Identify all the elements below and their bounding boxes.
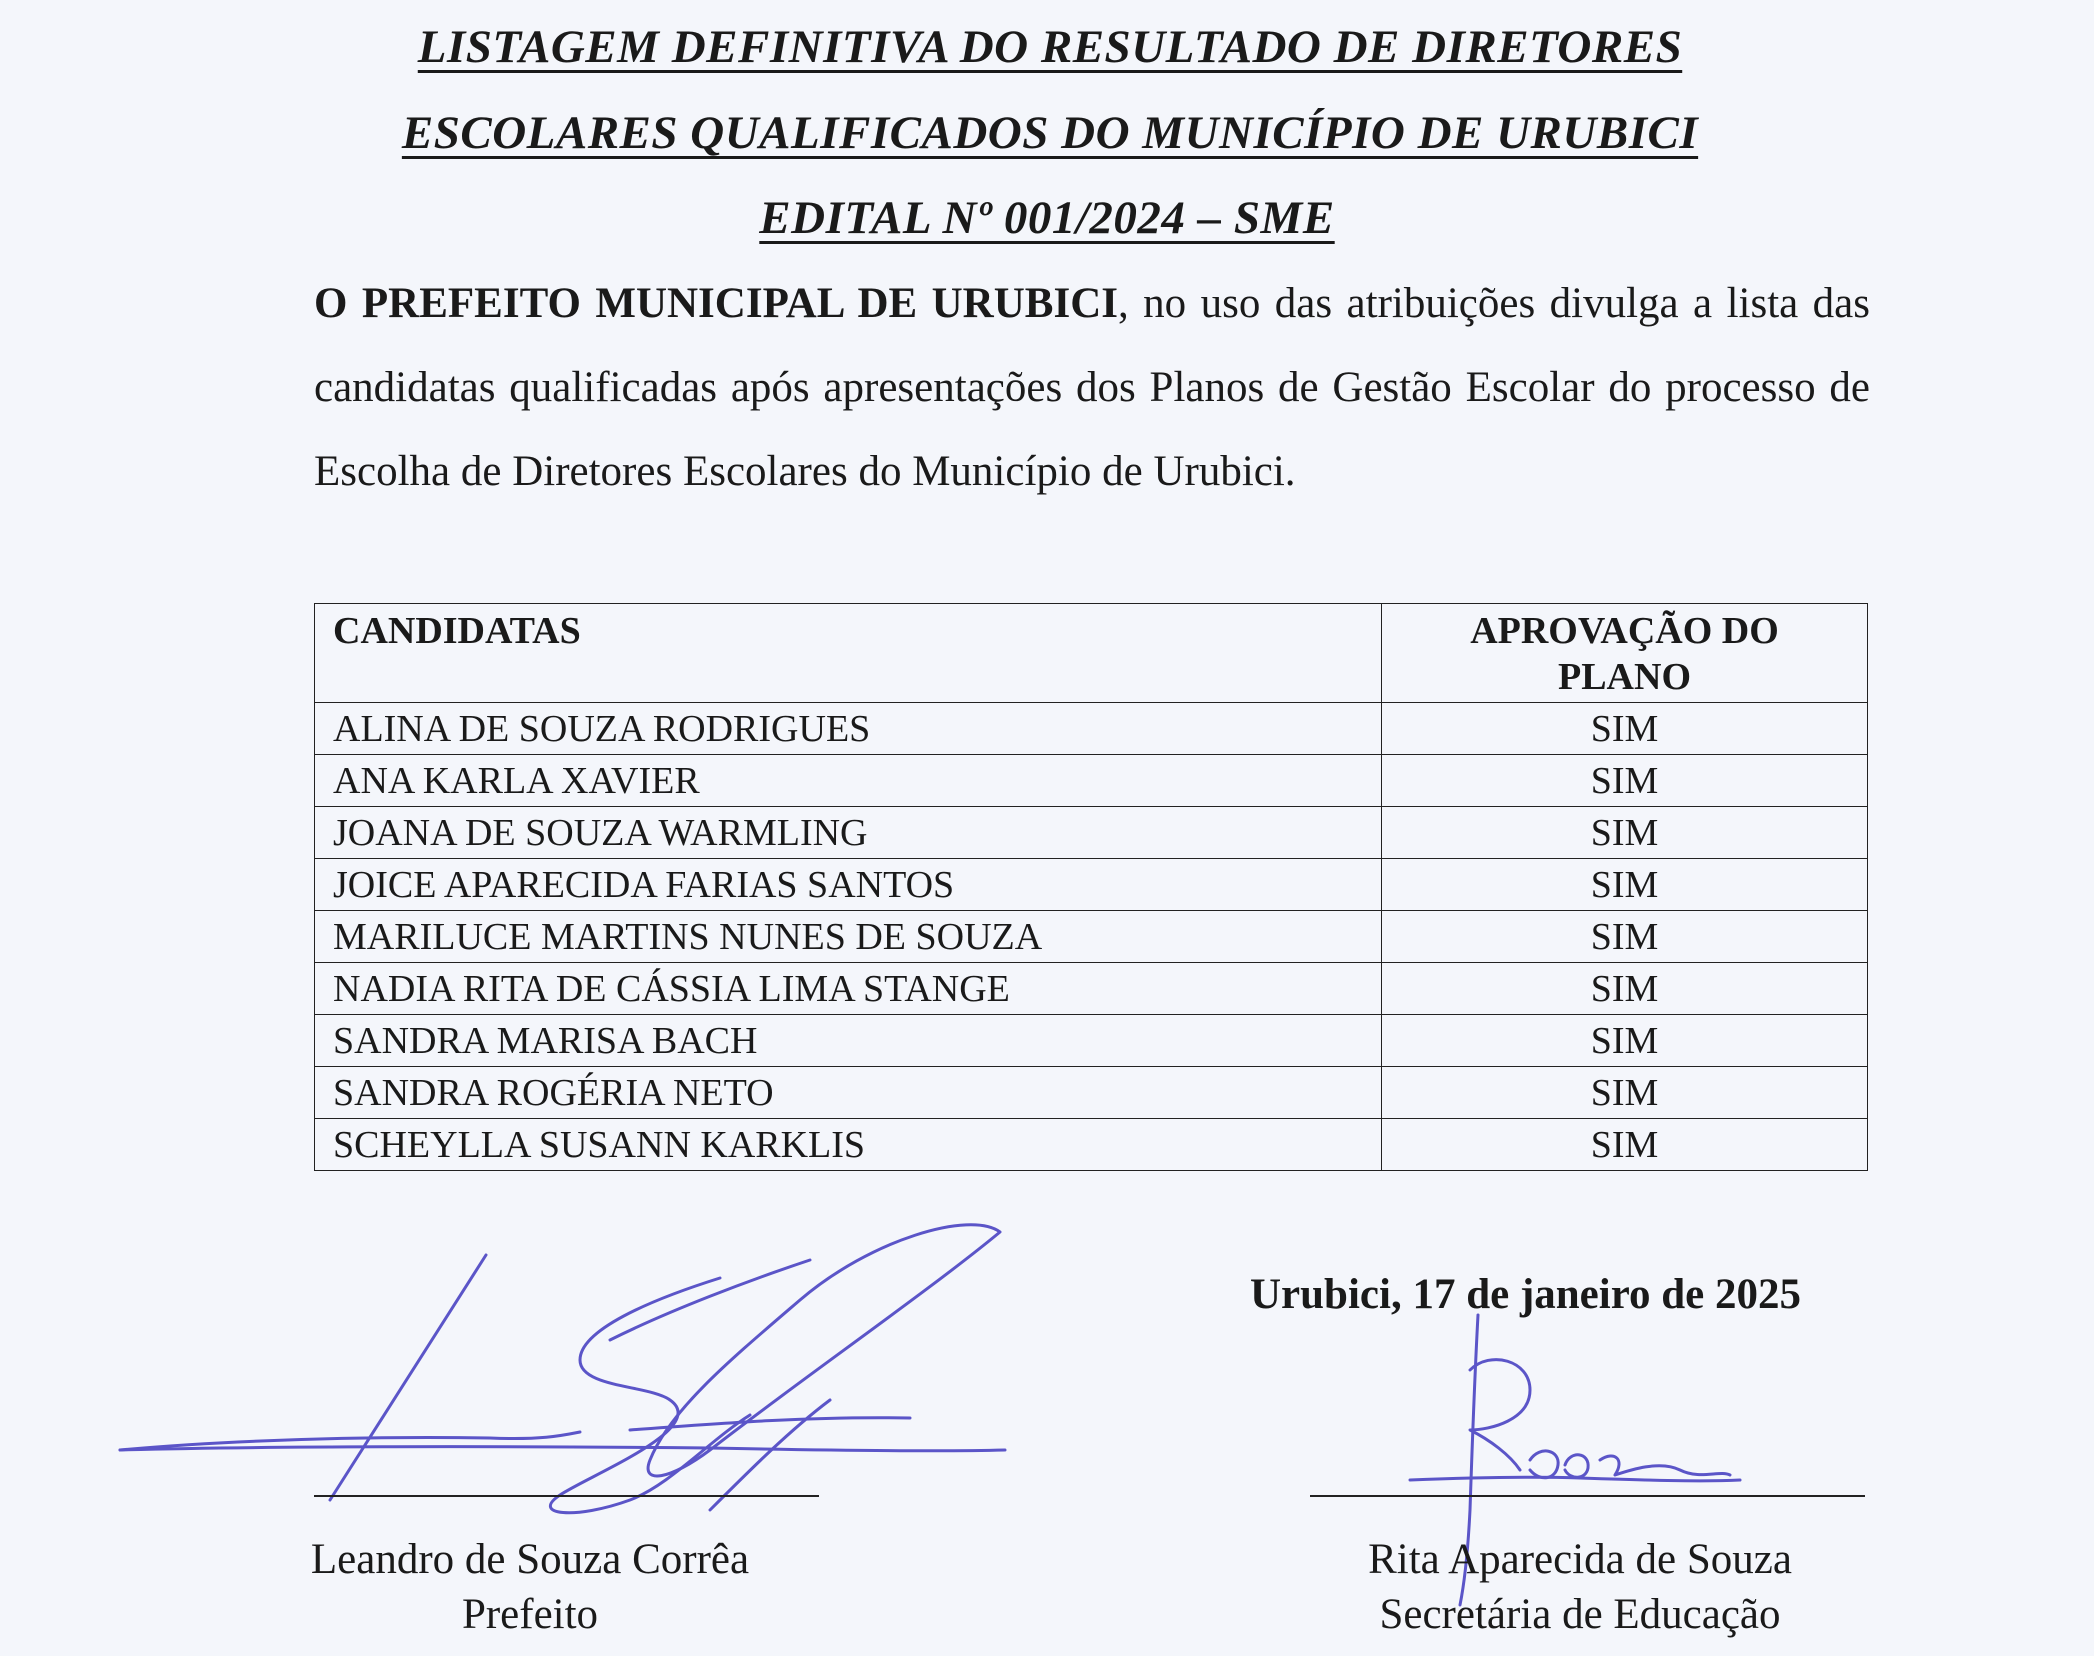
- approval-status: SIM: [1382, 1119, 1868, 1171]
- table-row: [315, 963, 1868, 1015]
- signatory-2-role: Secretária de Educação: [1379, 1591, 1781, 1638]
- candidate-name: ANA KARLA XAVIER: [315, 755, 1382, 807]
- table-row: [315, 911, 1868, 963]
- title-line-3: EDITAL Nº 001/2024 – SME: [759, 192, 1335, 244]
- title-line-1: LISTAGEM DEFINITIVA DO RESULTADO DE DIRETORES: [417, 21, 1683, 73]
- approval-status: SIM: [1382, 755, 1868, 807]
- table-row: [315, 1015, 1868, 1067]
- approval-status: SIM: [1382, 807, 1868, 859]
- table-row: [315, 755, 1868, 807]
- table-row: [315, 807, 1868, 859]
- candidate-name: JOICE APARECIDA FARIAS SANTOS: [315, 859, 1382, 911]
- table-row: [315, 703, 1868, 755]
- candidate-name: SCHEYLLA SUSANN KARKLIS: [315, 1119, 1382, 1171]
- signatory-1-role: Prefeito: [461, 1591, 599, 1638]
- column-header-candidates: CANDIDATAS: [315, 604, 1382, 703]
- table-row: [315, 1119, 1868, 1171]
- results-table: [314, 603, 1868, 1171]
- intro-rest: , no uso das atribuições divulga a lista das candidatas qualificadas após apresentações dos Planos de Gestão Escolar do processo de Escolha de Diretores Escolares do Município de Urubici.: [314, 280, 1870, 495]
- approval-status: SIM: [1382, 1015, 1868, 1067]
- candidate-name: JOANA DE SOUZA WARMLING: [315, 807, 1382, 859]
- signatory-1-name: Leandro de Souza Corrêa: [310, 1536, 750, 1583]
- candidate-name: ALINA DE SOUZA RODRIGUES: [315, 703, 1382, 755]
- candidate-name: SANDRA MARISA BACH: [315, 1015, 1382, 1067]
- candidate-name: NADIA RITA DE CÁSSIA LIMA STANGE: [315, 963, 1382, 1015]
- intro-lead-bold: O PREFEITO MUNICIPAL DE URUBICI: [314, 280, 1118, 327]
- table-header-row: [315, 604, 1868, 703]
- table-row: [315, 1067, 1868, 1119]
- approval-status: SIM: [1382, 859, 1868, 911]
- table-row: [315, 859, 1868, 911]
- approval-status: SIM: [1382, 1067, 1868, 1119]
- signatory-2-name: Rita Aparecida de Souza: [1368, 1536, 1792, 1583]
- signature-line-1: [314, 1495, 819, 1497]
- candidate-name: SANDRA ROGÉRIA NETO: [315, 1067, 1382, 1119]
- approval-status: SIM: [1382, 911, 1868, 963]
- approval-status: SIM: [1382, 703, 1868, 755]
- title-line-2: ESCOLARES QUALIFICADOS DO MUNICÍPIO DE URUBICI: [401, 107, 1699, 159]
- signature-mayor: [110, 1210, 1070, 1540]
- document-date: Urubici, 17 de janeiro de 2025: [1250, 1271, 1802, 1318]
- approval-status: SIM: [1382, 963, 1868, 1015]
- column-header-approval: APROVAÇÃO DO PLANO: [1382, 604, 1868, 703]
- signature-line-2: [1310, 1495, 1865, 1497]
- intro-paragraph: [314, 262, 1870, 514]
- candidate-name: MARILUCE MARTINS NUNES DE SOUZA: [315, 911, 1382, 963]
